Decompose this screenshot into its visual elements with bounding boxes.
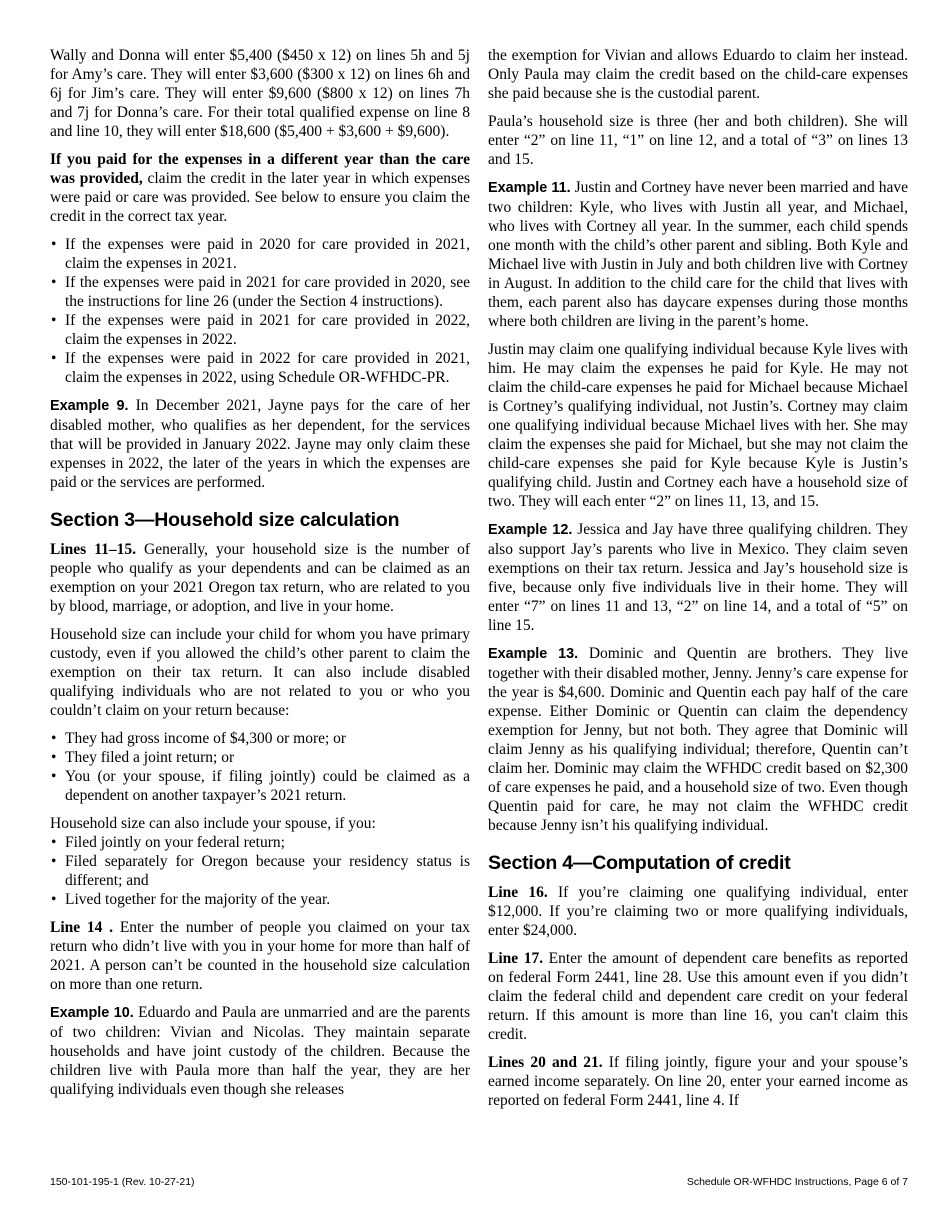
paragraph: Justin may claim one qualifying individual because Kyle lives with him. He may claim the expenses he paid for Kyle. He may not claim the child-care expenses he paid for Michael because Michael is Cortney’s qualifying individual, not Justin’s. Cortney may claim one qualifying individual because Michael lives with her. She may claim the expenses she paid for Michael, but she may not claim the child-care expenses she paid for Kyle because Kyle is Justin’s qualifying child. Justin and Cortney each have a household size of two. They will each enter “2” on lines 11, 13, and 15. [488,341,908,510]
footer-form-number: 150-101-195-1 (Rev. 10-27-21) [50,1176,195,1188]
bold-text: Line 14 . [50,919,114,936]
page-footer [50,1176,908,1189]
example-label: Example 13. [488,646,579,662]
bullet-item: • Filed separately for Oregon because your residency status is different; and [50,852,470,890]
bullet-item: • If the expenses were paid in 2022 for care provided in 2021, claim the expenses in 2022, using Schedule OR-WFHDC-PR. [50,349,470,387]
paragraph: Wally and Donna will enter $5,400 ($450 x 12) on lines 5h and 5j for Amy’s care. They will enter $3,600 ($300 x 12) on lines 6h and 6j for Jim’s care. They will enter $9,600 ($800 x 12) on lines 7h and 7j for Donna’s care. For their total qualified expense on line 8 and line 10, they will enter $18,600 ($5,400 + $3,600 + $9,600). [50,47,470,140]
bullet-item: • You (or your spouse, if filing jointly) could be claimed as a dependent on another taxpayer’s 2021 return. [50,767,470,805]
bullet-list [50,833,470,909]
bullet-item: • If the expenses were paid in 2021 for care provided in 2020, see the instructions for line 26 (under the Section 4 instructions). [50,273,470,311]
paragraph: Example 12. Jessica and Jay have three qualifying children. They also support Jay’s parents who live in Mexico. They claim seven exemptions on their tax return. Jessica and Jay’s household size is five, because only five individuals live in their home. They will enter “7” on lines 11 and 13, “2” on line 14, and a total of “5” on line 15. [488,521,908,634]
bullet-item: • They had gross income of $4,300 or more; or [50,729,470,748]
bold-text: Line 16. [488,884,548,901]
paragraph: Example 9. In December 2021, Jayne pays for the care of her disabled mother, who qualifies as her dependent, for the services that will be provided in January 2022. Jayne may only claim these expenses in 2022, the later of the years in which the expenses are paid or the services are performed. [50,397,470,491]
paragraph: If you paid for the expenses in a different year than the care was provided, claim the credit in the later year in which expenses were paid or care was provided. See below to ensure you claim the credit in the correct tax year. [50,151,470,225]
bullet-list [50,235,470,387]
bold-text: Lines 20 and 21. [488,1054,603,1071]
section-heading: Section 4—Computation of credit [488,852,791,874]
paragraph: Household size can include your child for whom you have primary custody, even if you allowed the child’s other parent to claim the exemption on their tax return. It can also include disabled qualifying individuals who are not related to you or who you couldn’t claim on your return because: [50,626,470,719]
example-label: Example 12. [488,522,573,538]
paragraph: Example 13. Dominic and Quentin are brothers. They live together with their disabled mother, Jenny. Jenny’s care expense for the year is $4,600. Dominic and Quentin each pay half of the care expense. Either Dominic or Quentin can claim the dependency exemption for Jenny, but not both. They agree that Dominic will claim Jenny as his qualifying individual; therefore, Quentin can’t claim her. Dominic may claim the WFHDC credit based on $2,300 of care expenses he paid, and a household size of two. Even though Quentin paid for care, he may not claim the WFHDC credit because Jenny isn’t his qualifying individual. [488,645,908,834]
bullet-item: • If the expenses were paid in 2021 for care provided in 2022, claim the expenses in 2022. [50,311,470,349]
paragraph: Line 16. If you’re claiming one qualifying individual, enter $12,000. If you’re claiming two or more qualifying individuals, enter $24,000. [488,884,908,939]
bullet-item: • If the expenses were paid in 2020 for care provided in 2021, claim the expenses in 2021. [50,235,470,273]
bold-text: Line 17. [488,950,544,967]
paragraph: Example 10. Eduardo and Paula are unmarried and are the parents of two children: Vivian and Nicolas. They maintain separate households and have joint custody of the children. Because the children live with Paula more than half the year, they are her qualifying individuals even though she releases [50,1004,470,1098]
paragraph: the exemption for Vivian and allows Eduardo to claim her instead. Only Paula may claim the credit based on the child-care expenses she paid because she is the custodial parent. [488,47,908,102]
footer-page-label: Schedule OR-WFHDC Instructions, Page 6 of 7 [686,1176,908,1188]
example-label: Example 11. [488,180,571,196]
bold-text: Lines 11–15. [50,541,136,558]
bold-text: If you paid for the expenses in a different year than the care was provided, [50,151,470,187]
paragraph: Line 14 . Enter the number of people you claimed on your tax return who didn’t live with you in your home for more than half of 2021. A person can’t be counted in the household size calculation on more than one return. [50,919,470,993]
paragraph: Example 11. Justin and Cortney have never been married and have two children: Kyle, who lives with Justin all year, and Michael, who lives with Cortney all year. In the summer, each child spends one month with the child’s other parent and sibling. Both Kyle and Michael live with Justin in July and both children live with Cortney in August. In addition to the child care for the child that lives with them, each parent also has daycare expenses during those months where both children are living in the parent’s home. [488,179,908,330]
paragraph: Household size can also include your spouse, if you: [50,815,376,832]
bullet-item: • Lived together for the majority of the year. [50,890,470,909]
paragraph: Paula’s household size is three (her and both children). She will enter “2” on line 11, “1” on line 12, and a total of “3” on lines 13 and 15. [488,113,908,168]
bullet-list [50,729,470,805]
section-heading: Section 3—Household size calculation [50,509,400,531]
paragraph: Lines 20 and 21. If filing jointly, figure your and your spouse’s earned income separately. On line 20, enter your earned income as reported on federal Form 2441, line 4. If [488,1054,908,1109]
paragraph: Lines 11–15. Generally, your household size is the number of people who qualify as your dependents and can be claimed as an exemption on your 2021 Oregon tax return, who are related to you by blood, marriage, or adoption, and live in your home. [50,541,470,615]
example-label: Example 10. [50,1005,134,1021]
bullet-item: • They filed a joint return; or [50,748,470,767]
two-column-layout [50,46,908,1119]
left-column [50,46,470,1119]
bullet-item: • Filed jointly on your federal return; [50,833,470,852]
example-label: Example 9. [50,398,129,414]
paragraph: Line 17. Enter the amount of dependent care benefits as reported on federal Form 2441, line 28. Use this amount even if you didn’t claim the federal child and dependent care credit on your federal return. If this amount is more than line 16, you can't claim this credit. [488,950,908,1043]
right-column [488,46,908,1119]
